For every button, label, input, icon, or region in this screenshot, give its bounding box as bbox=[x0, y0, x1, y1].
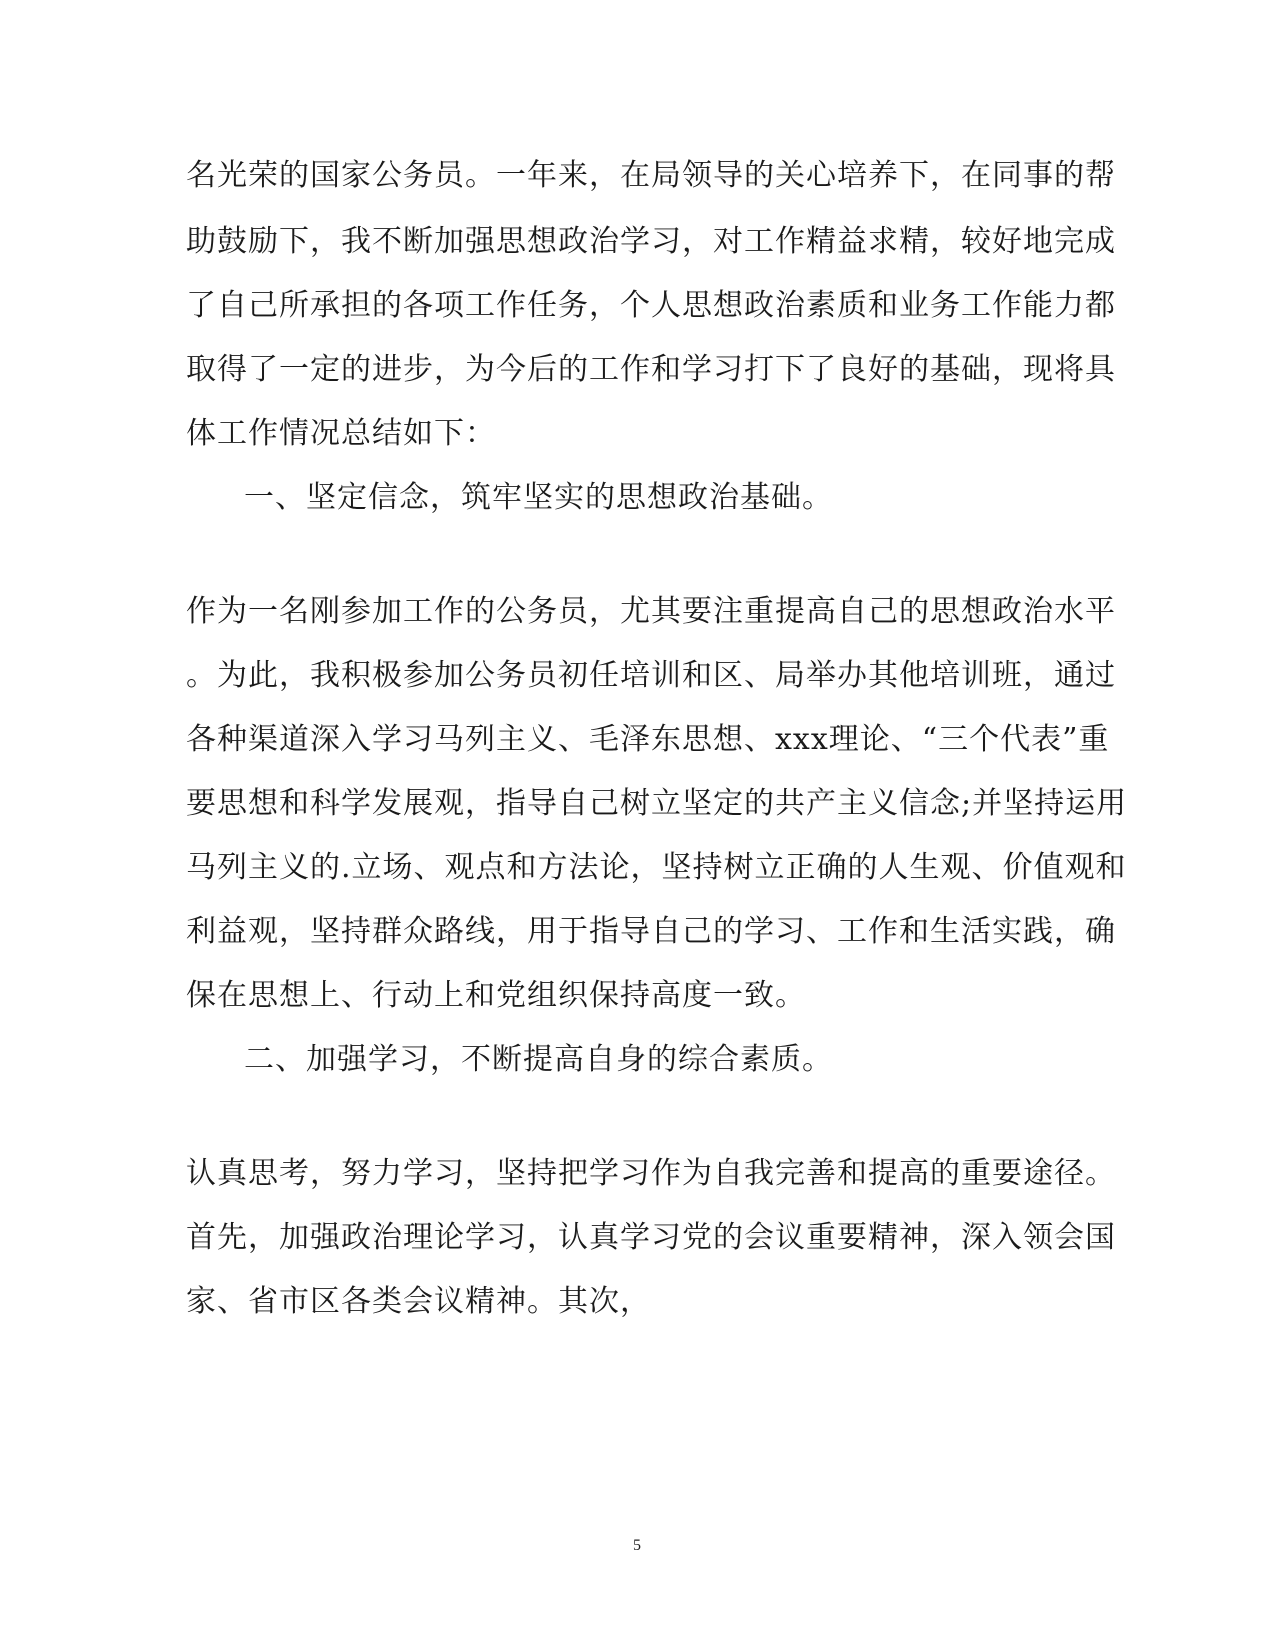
page-number: 5 bbox=[633, 1537, 641, 1554]
body-text-line: 取得了一定的进步，为今后的工作和学习打下了良好的基础，现将具 bbox=[186, 352, 1116, 387]
body-text-line: 助鼓励下，我不断加强思想政治学习，对工作精益求精，较好地完成 bbox=[186, 224, 1116, 259]
body-text-line: 保在思想上、行动上和党组织保持高度一致。 bbox=[186, 978, 806, 1013]
body-text-line: 了自己所承担的各项工作任务，个人思想政治素质和业务工作能力都 bbox=[186, 288, 1116, 323]
body-text-line: 体工作情况总结如下： bbox=[186, 416, 496, 451]
body-text-line: 马列主义的.立场、观点和方法论，坚持树立正确的人生观、价值观和 bbox=[186, 850, 1127, 885]
body-text-line: 首先，加强政治理论学习，认真学习党的会议重要精神，深入领会国 bbox=[186, 1220, 1116, 1255]
body-text-line: 各种渠道深入学习马列主义、毛泽东思想、xxx理论、“三个代表”重 bbox=[186, 722, 1110, 757]
section-heading-2: 二、加强学习，不断提高自身的综合素质。 bbox=[244, 1042, 833, 1077]
body-text-line: 。为此，我积极参加公务员初任培训和区、局举办其他培训班，通过 bbox=[186, 658, 1116, 693]
body-text-line: 家、省市区各类会议精神。其次， bbox=[186, 1284, 651, 1319]
body-text-line: 认真思考，努力学习，坚持把学习作为自我完善和提高的重要途径。 bbox=[186, 1156, 1116, 1191]
body-text-line: 利益观，坚持群众路线，用于指导自己的学习、工作和生活实践，确 bbox=[186, 914, 1116, 949]
body-text-line: 要思想和科学发展观，指导自己树立坚定的共产主义信念;并坚持运用 bbox=[186, 786, 1128, 821]
section-heading-1: 一、坚定信念，筑牢坚实的思想政治基础。 bbox=[244, 480, 833, 515]
body-text-line: 作为一名刚参加工作的公务员，尤其要注重提高自己的思想政治水平 bbox=[186, 594, 1116, 629]
body-text-line: 名光荣的国家公务员。一年来，在局领导的关心培养下，在同事的帮 bbox=[186, 158, 1116, 193]
